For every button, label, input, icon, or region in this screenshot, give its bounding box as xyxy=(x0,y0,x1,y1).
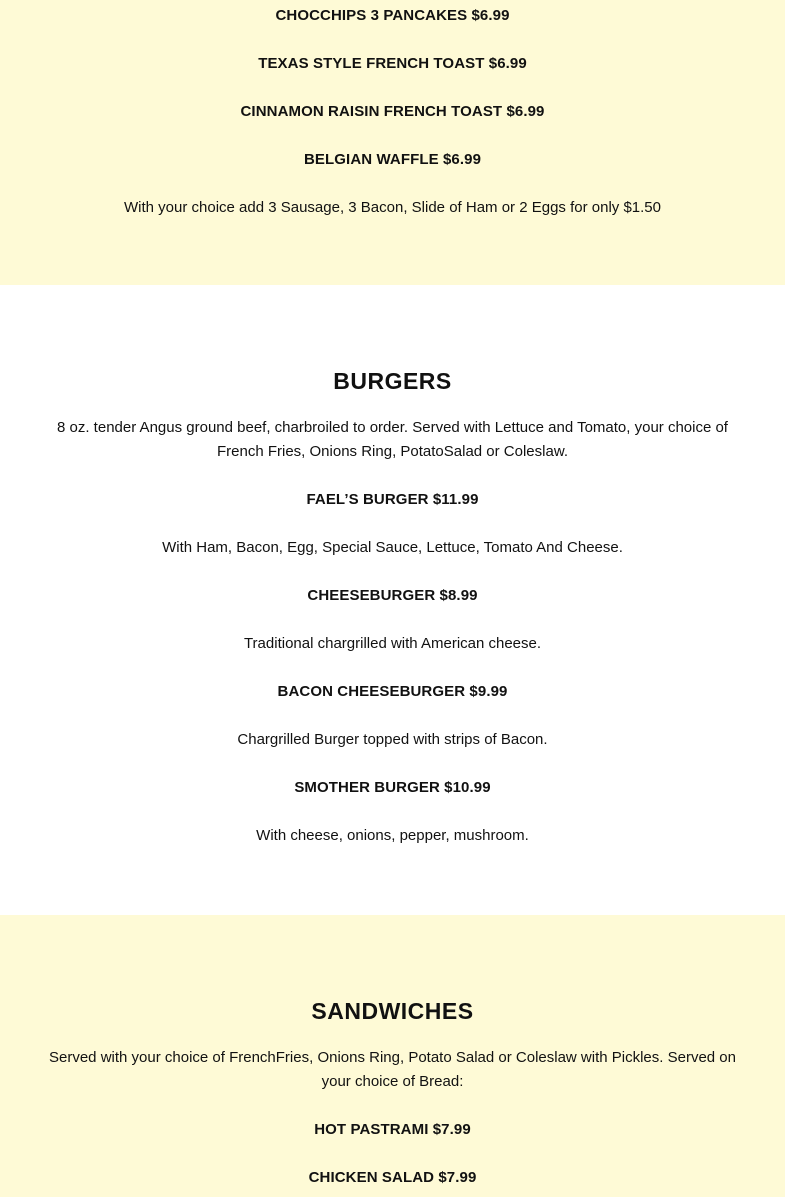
menu-item-description: Chargrilled Burger topped with strips of Bacon. xyxy=(237,731,548,748)
menu-item-chocchips-pancakes: CHOCCHIPS 3 PANCAKES $6.99 xyxy=(275,7,510,24)
menu-item-hot-pastrami: HOT PASTRAMI $7.99 xyxy=(314,1121,471,1138)
menu-item-cinnamon-french-toast: CINNAMON RAISIN FRENCH TOAST $6.99 xyxy=(240,103,545,120)
burgers-intro: 8 oz. tender Angus ground beef, charbroiled to order. Served with Lettuce and Tomato, your choice of French Fries, Onions Ring, PotatoSalad or Coleslaw. xyxy=(57,419,728,460)
menu-item-chicken-salad: CHICKEN SALAD $7.99 xyxy=(308,1169,477,1186)
sandwiches-intro: Served with your choice of FrenchFries, Onions Ring, Potato Salad or Coleslaw with Pickles. Served on your choice of Bread: xyxy=(49,1049,736,1090)
menu-item-texas-french-toast: TEXAS STYLE FRENCH TOAST $6.99 xyxy=(258,55,527,72)
menu-item-description: With Ham, Bacon, Egg, Special Sauce, Lettuce, Tomato And Cheese. xyxy=(162,539,623,556)
menu-item-description: With cheese, onions, pepper, mushroom. xyxy=(256,827,529,844)
menu-item-smother-burger: SMOTHER BURGER $10.99 xyxy=(294,779,491,796)
menu-item-belgian-waffle: BELGIAN WAFFLE $6.99 xyxy=(303,151,482,168)
menu-item-bacon-cheeseburger: BACON CHEESEBURGER $9.99 xyxy=(277,683,508,700)
menu-item-faels-burger: FAEL’S BURGER $11.99 xyxy=(306,491,479,508)
breakfast-addon-note: With your choice add 3 Sausage, 3 Bacon, Slide of Ham or 2 Eggs for only $1.50 xyxy=(124,199,661,216)
burgers-section xyxy=(0,285,785,915)
menu-item-description: Traditional chargrilled with American cheese. xyxy=(243,635,542,652)
sandwiches-title: SANDWICHES xyxy=(311,998,474,1024)
sandwiches-section xyxy=(0,915,785,1197)
burgers-title: BURGERS xyxy=(333,368,452,394)
menu-item-cheeseburger: CHEESEBURGER $8.99 xyxy=(307,587,478,604)
breakfast-section xyxy=(0,0,785,285)
